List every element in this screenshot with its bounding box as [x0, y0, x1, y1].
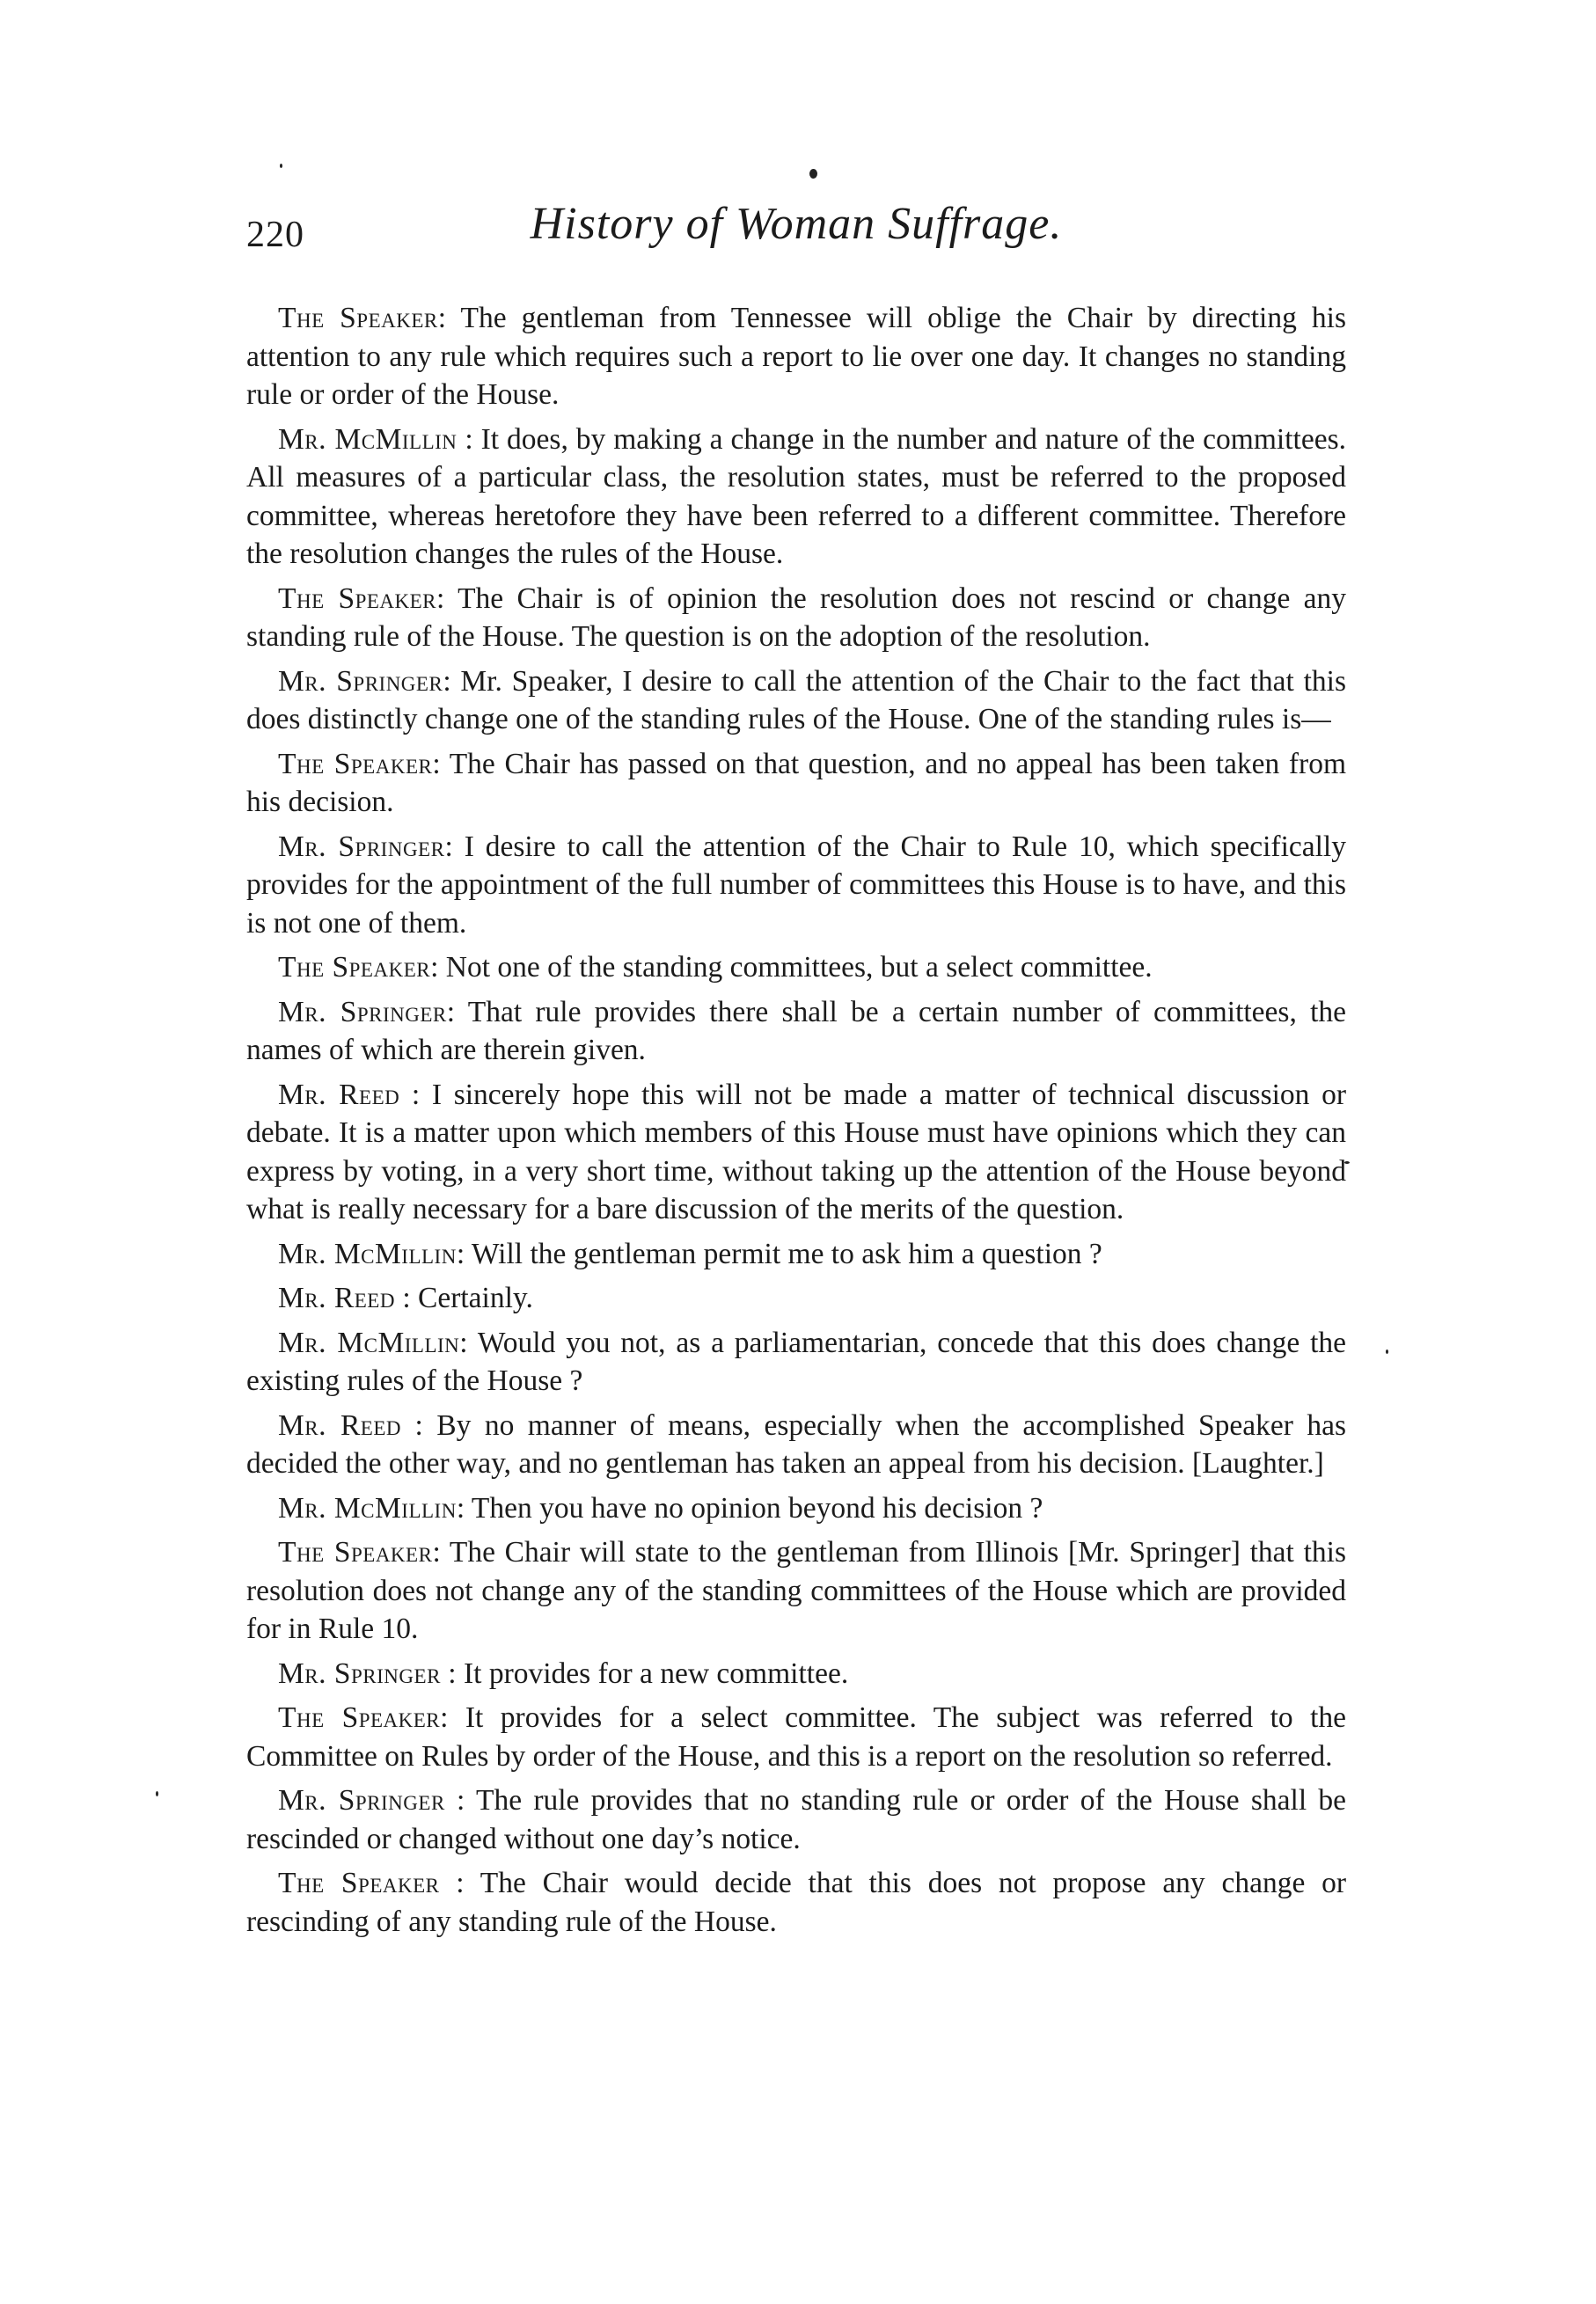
paragraph-text: The Chair has passed on that question, and no appeal has been taken from his decision. [246, 747, 1347, 818]
print-speck [156, 1791, 158, 1796]
speaker-separator: : [437, 302, 461, 334]
paragraph [246, 1279, 1346, 1318]
paragraph [246, 1489, 1346, 1528]
paragraph-text: It provides for a select committee. The subject was referred to the Committee on Rules by order of the House, and this is a report on the resolution so referred. [246, 1701, 1346, 1773]
paragraph-text: It does, by making a change in the number and nature of the committees. All measures of a particular class, the resolution states, must be referred to the proposed committee, whereas heretofore they have been referred to a different committee. Therefore the resolution changes the rules of the House. [246, 422, 1346, 570]
speaker-separator: : [456, 1237, 472, 1270]
speaker-name: Mr. McMillin [278, 1326, 460, 1359]
paragraph [246, 745, 1346, 822]
paragraph-text: I desire to call the attention of the Chair to Rule 10, which specifically provides for the appointment of the full number of committees this House is to have, and this is not one of them. [246, 830, 1346, 940]
speaker-name: Mr. Springer [278, 995, 447, 1028]
speaker-name: The Speaker [278, 1701, 441, 1734]
speaker-name: Mr. McMillin [278, 1237, 457, 1270]
paragraph [246, 421, 1346, 574]
speaker-separator: : [444, 1784, 476, 1817]
paragraph [246, 1655, 1346, 1693]
speaker-separator: : [446, 995, 468, 1028]
paragraph [246, 1533, 1346, 1649]
speaker-name: The Speaker [278, 1867, 440, 1899]
paragraph [246, 1699, 1346, 1775]
paragraph-text: Certainly. [418, 1282, 533, 1314]
paragraph-text: The gentleman from Tennessee will oblige the Chair by directing his attention to any rule which requires such a report to lie over one day. It changes no standing rule or order of the House. [246, 302, 1346, 411]
speaker-separator: : [439, 1867, 480, 1899]
speaker-separator: : [456, 1491, 472, 1525]
speaker-separator: : [459, 1326, 478, 1359]
paragraph-text: That rule provides there shall be a certain number of committees, the names of which are therein given. [246, 995, 1346, 1066]
running-title: History of Woman Suffrage. [530, 199, 1063, 249]
speaker-name: Mr. McMillin [278, 1491, 457, 1525]
speaker-name: Mr. Reed [278, 1408, 402, 1442]
page-number: 220 [246, 215, 304, 255]
paragraph [246, 828, 1346, 943]
speaker-separator: : [436, 581, 458, 615]
speaker-separator: : [432, 747, 450, 780]
speaker-name: Mr. Springer [278, 1657, 441, 1690]
print-speck [280, 164, 282, 168]
paragraph-text: The rule provides that no standing rule or order of the House shall be rescinded or changed without one day’s notice. [246, 1784, 1346, 1855]
paragraph [246, 1324, 1346, 1401]
page-header [246, 198, 1346, 268]
paragraph-text: It provides for a new committee. [463, 1657, 849, 1690]
speaker-separator: : [440, 1701, 465, 1734]
paragraph [246, 1407, 1346, 1483]
paragraph-text: The Chair would decide that this does not propose any change or rescinding of any standing rule of the House. [246, 1867, 1346, 1938]
speaker-separator: : [430, 951, 446, 984]
speaker-name: Mr. Reed [278, 1282, 395, 1314]
paragraph-text: Mr. Speaker, I desire to call the attention of the Chair to the fact that this does distinctly change one of the standing rules of the House. One of the standing rules is— [246, 664, 1347, 735]
speaker-separator: : [440, 1657, 464, 1690]
speaker-name: Mr. Springer [278, 830, 445, 863]
print-speck [809, 169, 817, 179]
paragraph [246, 299, 1346, 414]
speaker-name: The Speaker [278, 747, 433, 780]
speaker-separator: : [444, 830, 465, 863]
speaker-separator: : [401, 1408, 437, 1442]
paragraph-text: By no manner of means, especially when the accomplished Speaker has decided the other way, and no gentleman has taken an appeal from his decision. [Laughter.] [246, 1408, 1346, 1480]
speaker-name: The Speaker [278, 581, 437, 615]
speaker-separator: : [394, 1282, 418, 1314]
paragraph [246, 1781, 1346, 1858]
paragraph-text: The Chair will state to the gentleman from Illinois [Mr. Springer] that this resolution does not change any of the standing committees of the House which are provided for in Rule 10. [246, 1536, 1346, 1645]
speaker-name: The Speaker [278, 1536, 433, 1569]
speaker-name: The Speaker [278, 302, 438, 334]
paragraph-text: I sincerely hope this will not be made a matter of technical discussion or debate. It is a matter upon which members of this House must have opinions which they can express by voting, in a very short time, without taking up the attention of the House beyond what is really necessary for a bare discussion of the merits of the question. [246, 1078, 1347, 1225]
body-text [246, 299, 1346, 1947]
paragraph [246, 662, 1346, 739]
paragraph [246, 1235, 1346, 1274]
print-speck [1386, 1349, 1388, 1354]
paragraph-text: The Chair is of opinion the resolution does not rescind or change any standing rule of the House. The question is on the adoption of the resolution. [246, 581, 1346, 653]
paragraph [246, 993, 1346, 1070]
paragraph-text: Not one of the standing committees, but a select committee. [445, 951, 1153, 984]
paragraph-text: Will the gentleman permit me to ask him a question ? [471, 1237, 1102, 1270]
speaker-separator: : [399, 1078, 432, 1111]
paragraph [246, 580, 1346, 656]
speaker-separator: : [432, 1536, 450, 1569]
speaker-separator: : [457, 422, 481, 456]
speaker-name: The Speaker [278, 951, 431, 984]
speaker-name: Mr. Springer [278, 1784, 445, 1817]
speaker-separator: : [443, 664, 461, 698]
paragraph [246, 1864, 1346, 1941]
speaker-name: Mr. Springer [278, 664, 443, 698]
paragraph [246, 948, 1346, 987]
paragraph-text: Then you have no opinion beyond his decision ? [471, 1491, 1043, 1525]
paragraph [246, 1076, 1346, 1229]
speaker-name: Mr. McMillin [278, 422, 458, 456]
paragraph-text: Would you not, as a parliamentarian, concede that this does change the existing rules of the House ? [246, 1326, 1346, 1397]
speaker-name: Mr. Reed [278, 1078, 400, 1111]
